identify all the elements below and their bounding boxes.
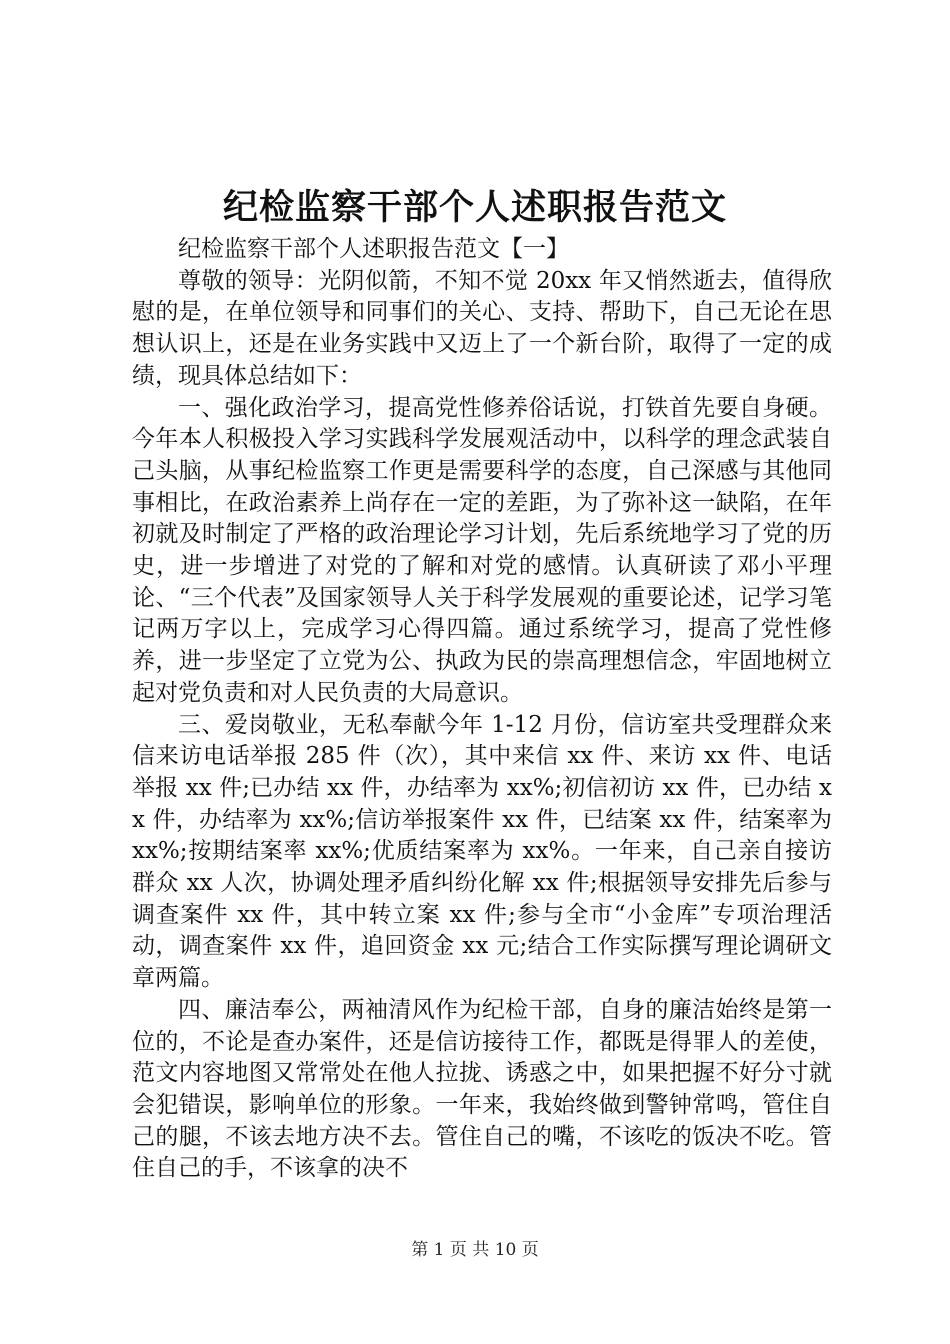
page-number-footer: 第 1 页 共 10 页	[411, 1240, 539, 1260]
paragraph-section-three: 三、爱岗敬业，无私奉献今年 1-12 月份，信访室共受理群众来信来访电话举报 285 件（次），其中来信 xx 件、来访 xx 件、电话举报 xx 件;已办结 xx 件，办结率为 xx%;初信初访 xx 件，已办结 xx 件，办结率为 xx%;信访举报案件 xx 件，已结案 xx 件，结案率为 xx%;按期结案率 xx%;优质结案率为 xx%。一年来，自己亲自接访群众 xx 人次，协调处理矛盾纠纷化解 xx 件;根据领导安排先后参与调查案件 xx 件，其中转立案 xx 件;参与全市“小金库”专项治理活动，调查案件 xx 件，追回资金 xx 元;结合工作实际撰写理论调研文章两篇。	[132, 711, 832, 992]
paragraph-greeting: 尊敬的领导：光阴似箭，不知不觉 20xx 年又悄然逝去，值得欣慰的是，在单位领导和同事们的关心、支持、帮助下，自己无论在思想认识上，还是在业务实践中又迈上了一个新台阶，取得了一定的成绩，现具体总结如下：	[132, 267, 832, 389]
document-title: 纪检监察干部个人述职报告范文	[222, 187, 727, 228]
paragraph-section-one: 一、强化政治学习，提高党性修养俗话说，打铁首先要自身硬。今年本人积极投入学习实践科学发展观活动中，以科学的理念武装自己头脑，从事纪检监察工作更是需要科学的态度，自己深感与其他同事相比，在政治素养上尚存在一定的差距，为了弥补这一缺陷，在年初就及时制定了严格的政治理论学习计划，先后系统地学习了党的历史，进一步增进了对党的了解和对党的感情。认真研读了邓小平理论、“三个代表”及国家领导人关于科学发展观的重要论述，记学习笔记两万字以上，完成学习心得四篇。通过系统学习，提高了党性修养，进一步坚定了立党为公、执政为民的崇高理想信念，牢固地树立起对党负责和对人民负责的大局意识。	[132, 394, 832, 706]
paragraph-section-four: 四、廉洁奉公，两袖清风作为纪检干部，自身的廉洁始终是第一位的，不论是查办案件，还是信访接待工作，都既是得罪人的差使，范文内容地图又常常处在他人拉拢、诱惑之中，如果把握不好分寸就会犯错误，影响单位的形象。一年来，我始终做到警钟常鸣，管住自己的腿，不该去地方决不去。管住自己的嘴，不该吃的饭决不吃。管住自己的手，不该拿的决不	[132, 996, 832, 1182]
document-body	[132, 234, 832, 1185]
document-subtitle: 纪检监察干部个人述职报告范文【一】	[178, 236, 569, 262]
